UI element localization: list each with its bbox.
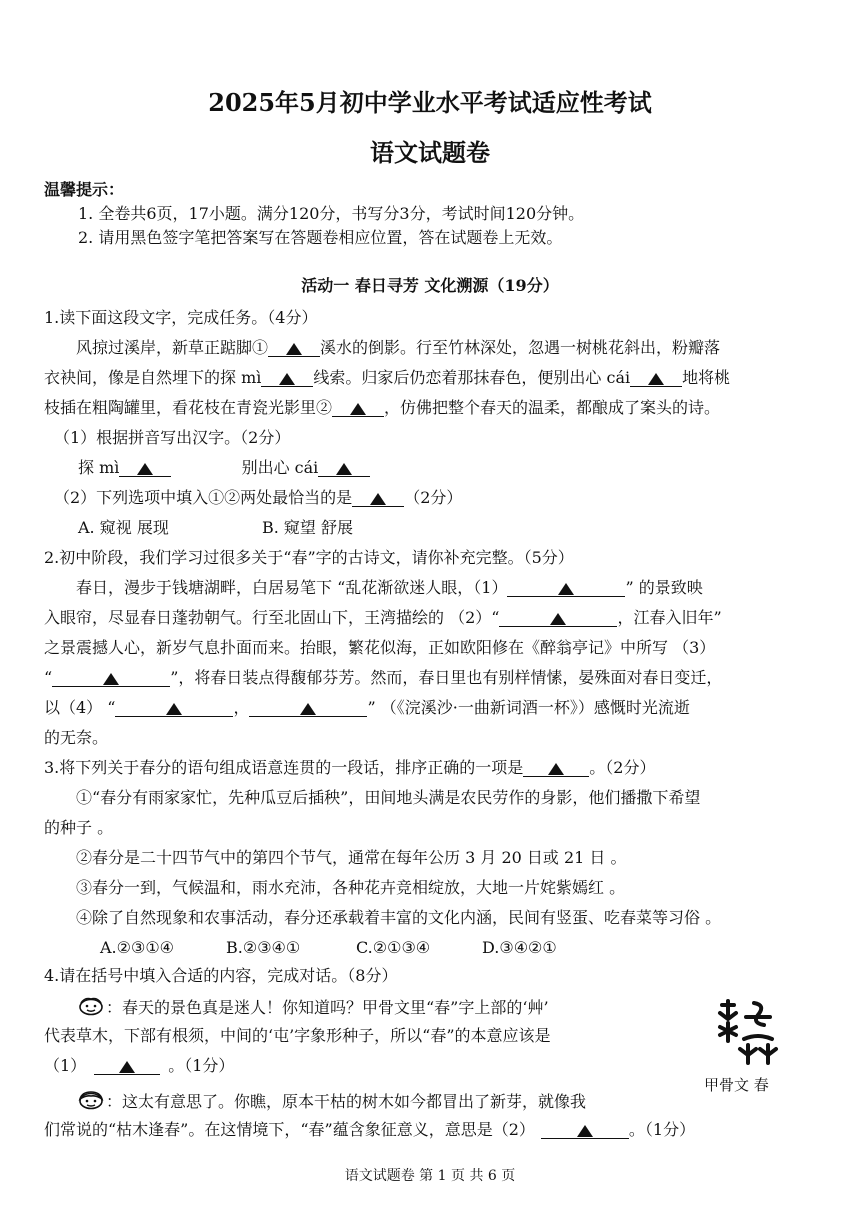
text: ：春天的景色真是迷人！你知道吗？甲骨文里“春”字上部的‘艸’ (106, 998, 549, 1017)
text: 以（4） “ (44, 698, 116, 717)
text: 3.将下列关于春分的语句组成语意连贯的一段话，排序正确的一项是 (44, 758, 524, 777)
q1-para-line-2 (44, 368, 730, 388)
triangle-icon (558, 583, 574, 595)
tips-line-1: 1. 全卷共6页，17小题。满分120分，书写分3分，考试时间120分钟。 (78, 204, 585, 223)
triangle-icon (370, 493, 386, 505)
triangle-icon (577, 1125, 593, 1137)
q4-stem: 4.请在括号中填入合适的内容，完成对话。（8分） (44, 966, 398, 985)
boy-face-icon (76, 996, 106, 1021)
figure-caption: 甲骨文 春 (704, 1076, 769, 1094)
text: 们常说的“枯木逢春”。在这情境下，“春”蕴含象征意义，意思是（2） (44, 1120, 535, 1139)
q2-line-3: 之景震撼人心，新岁气息扑面而来。抬眼，繁花似海，正如欧阳修在《醉翁亭记》中所写 （3） (44, 638, 716, 657)
girl-face-icon (76, 1090, 106, 1115)
q3-sentence-2: ②春分是二十四节气中的第四个节气，通常在每年公历 3 月 20 日或 21 日 。 (76, 848, 627, 867)
text: 溪水的倒影。行至竹林深处，忽遇一树桃花斜出，粉瓣落 (320, 338, 721, 357)
q4-dialog-2 (76, 1090, 586, 1115)
text: 。（1分） (168, 1056, 235, 1075)
triangle-icon (648, 373, 664, 385)
text: （2）下列选项中填入①②两处最恰当的是 (54, 488, 353, 507)
answer-blank[interactable] (332, 398, 384, 417)
q2-line-6: 的无奈。 (44, 728, 109, 747)
text: 衣袂间，像是自然埋下的探 mì (44, 368, 262, 387)
text: ”，将春日装点得馥郁芬芳。然而，春日里也有别样情愫，晏殊面对春日变迁， (170, 668, 723, 687)
text: ，仿佛把整个春天的温柔，都酿成了案头的诗。 (384, 398, 721, 417)
q4-dialog-1-blank-line (44, 1056, 234, 1076)
answer-blank[interactable] (249, 698, 367, 717)
q3-option-d: D.③④②① (482, 938, 557, 957)
tips-line-2: 2. 请用黑色签字笔把答案写在答题卷相应位置，答在试题卷上无效。 (78, 228, 563, 247)
text: “ (44, 668, 53, 687)
triangle-icon (550, 613, 566, 625)
text: ，江春入旧年” (617, 608, 722, 627)
answer-blank[interactable] (499, 608, 617, 627)
text: 风掠过溪岸，新草正踮脚① (76, 338, 269, 357)
q3-option-c: C.②①③④ (356, 938, 431, 957)
answer-blank[interactable] (261, 368, 313, 387)
triangle-icon (350, 403, 366, 415)
triangle-icon (336, 463, 352, 475)
text: 春日，漫步于钱塘湖畔，白居易笔下 “乱花渐欲迷人眼，（1） (76, 578, 508, 597)
exam-subtitle: 语文试题卷 (370, 138, 490, 167)
triangle-icon (279, 373, 295, 385)
text: 。（2分） (589, 758, 656, 777)
triangle-icon (103, 673, 119, 685)
q3-sentence-4: ④除了自然现象和农事活动，春分还承载着丰富的文化内涵，民间有竖蛋、吃春菜等习俗 。 (76, 908, 722, 927)
q4-dialog-1 (76, 996, 549, 1021)
answer-blank[interactable] (115, 698, 233, 717)
triangle-icon (300, 703, 316, 715)
q1-sub-1: （1）根据拼音写出汉字。（2分） (54, 428, 291, 447)
q3-sentence-1: ①“春分有雨家家忙，先种瓜豆后插秧”，田间地头满是农民劳作的身影，他们播撒下希望 (76, 788, 701, 807)
text: 探 mì (78, 458, 120, 477)
answer-blank[interactable] (523, 758, 589, 777)
q3-stem (44, 758, 655, 778)
text: ” （《浣溪沙·一曲新词酒一杯》）感慨时光流逝 (367, 698, 690, 717)
q4-dialog-1-cont: 代表草木，下部有根须，中间的‘屯’字象形种子，所以“春”的本意应该是 (44, 1026, 551, 1045)
q1-para-line-3 (44, 398, 720, 418)
answer-blank[interactable] (268, 338, 320, 357)
triangle-icon (286, 343, 302, 355)
q3-sentence-1-cont: 的种子 。 (44, 818, 114, 837)
exam-title: 2025年5月初中学业水平考试适应性考试 (208, 88, 652, 117)
q2-line-2 (44, 608, 722, 628)
answer-blank[interactable] (630, 368, 682, 387)
text: ， (233, 698, 250, 717)
triangle-icon (548, 763, 564, 775)
answer-blank[interactable] (507, 578, 625, 597)
q4-dialog-2-cont (44, 1120, 695, 1140)
q2-line-5 (44, 698, 690, 718)
q2-line-4 (44, 668, 722, 688)
q3-sentence-3: ③春分一到，气候温和，雨水充沛，各种花卉竞相绽放，大地一片姹紫嫣红 。 (76, 878, 626, 897)
text: ：这太有意思了。你瞧，原本干枯的树木如今都冒出了新芽，就像我 (106, 1092, 587, 1111)
q3-option-b: B.②③④① (226, 938, 301, 957)
answer-blank[interactable] (94, 1056, 160, 1075)
q1-sub-2 (54, 488, 462, 508)
q2-stem: 2.初中阶段，我们学习过很多关于“春”字的古诗文，请你补充完整。（5分） (44, 548, 574, 567)
text: 地将桃 (682, 368, 731, 387)
q1-stem: 1.读下面这段文字，完成任务。（4分） (44, 308, 318, 327)
text: ” 的景致映 (625, 578, 703, 597)
tips-header: 温馨提示： (44, 180, 125, 199)
answer-blank[interactable] (352, 488, 404, 507)
triangle-icon (119, 1061, 135, 1073)
q1-sub-1-items (78, 458, 370, 478)
q1-option-b: B. 窥望 舒展 (262, 518, 354, 537)
q2-line-1 (76, 578, 703, 598)
triangle-icon (137, 463, 153, 475)
answer-blank[interactable] (318, 458, 370, 477)
text: （1） (44, 1056, 87, 1075)
q1-option-a: A. 窥视 展现 (78, 518, 169, 537)
text: 入眼帘，尽显春日蓬勃朝气。行至北固山下，王湾描绘的 （2）“ (44, 608, 500, 627)
answer-blank[interactable] (541, 1120, 629, 1139)
text: 线索。归家后仍恋着那抹春色，便别出心 cái (313, 368, 631, 387)
text: 。（1分） (628, 1120, 696, 1139)
page-footer: 语文试题卷 第 1 页 共 6 页 (344, 1168, 516, 1184)
text: 别出心 cái (241, 458, 319, 477)
answer-blank[interactable] (119, 458, 171, 477)
triangle-icon (166, 703, 182, 715)
q1-para-line-1 (76, 338, 720, 358)
section-heading: 活动一 春日寻芳 文化溯源（19分） (301, 276, 559, 295)
answer-blank[interactable] (52, 668, 170, 687)
q3-option-a: A.②③①④ (100, 938, 175, 957)
text: 枝插在粗陶罐里，看花枝在青瓷光影里② (44, 398, 333, 417)
text: （2分） (404, 488, 463, 507)
